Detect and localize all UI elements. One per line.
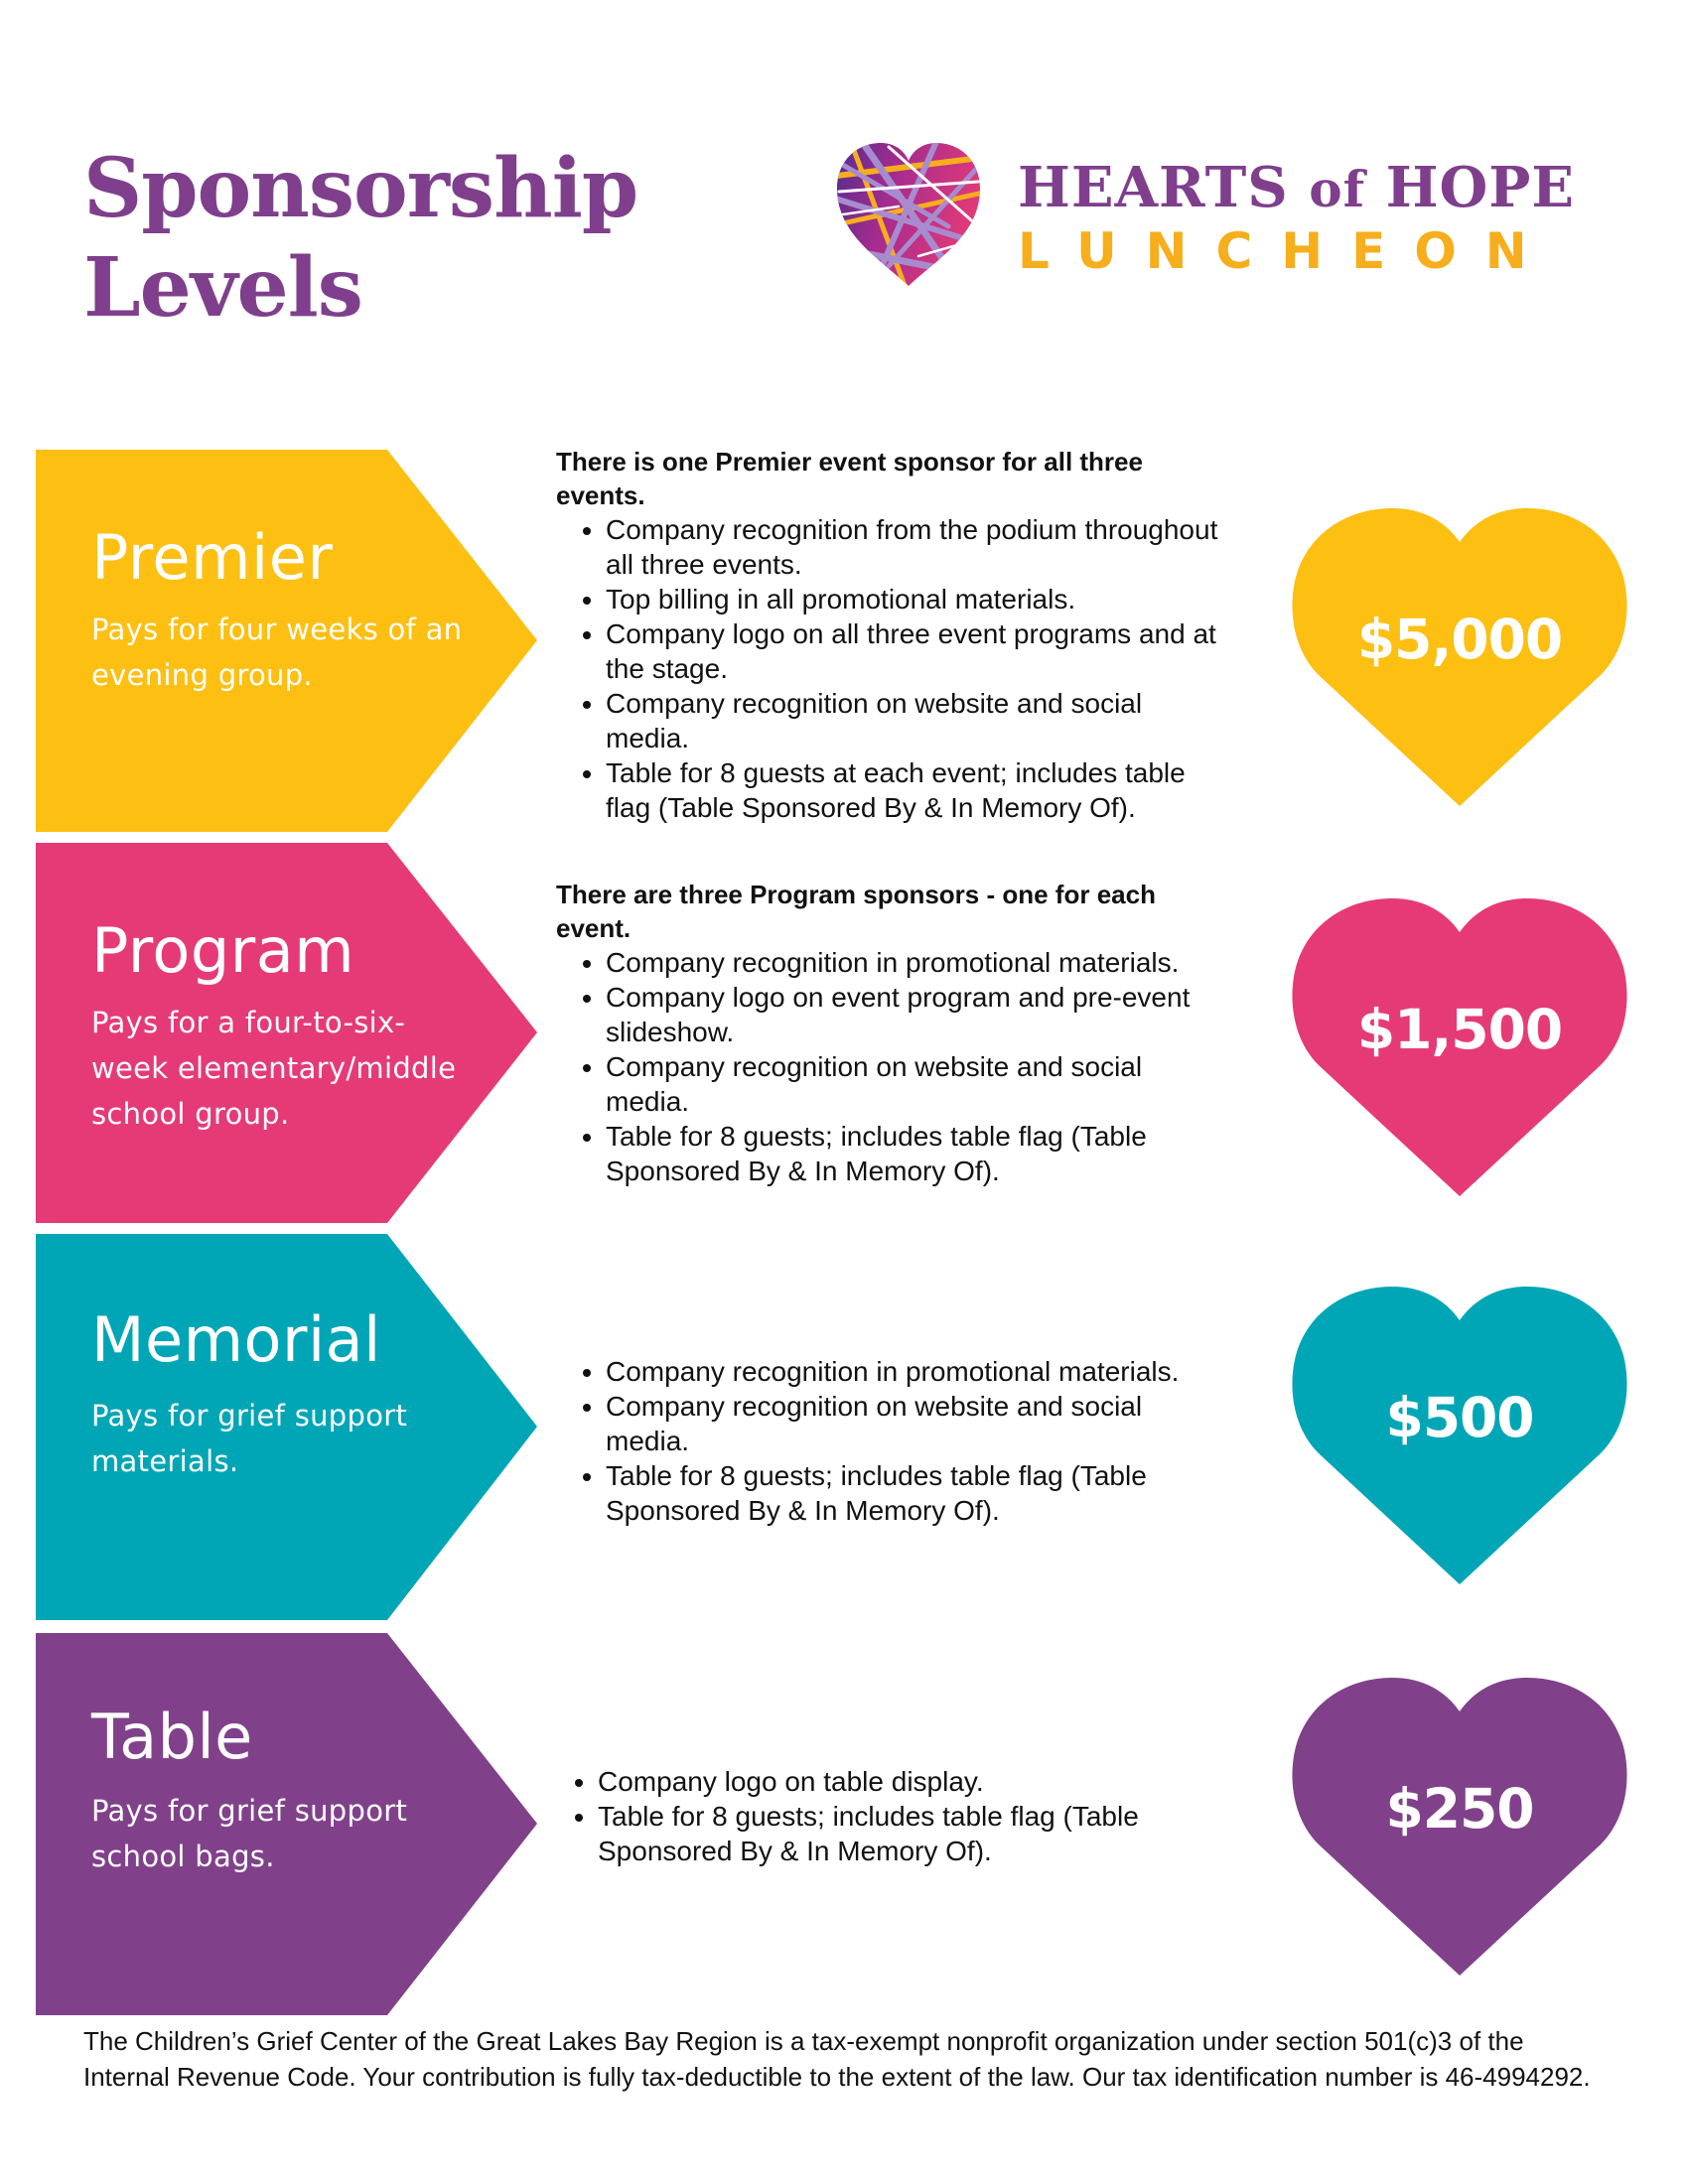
price-label: $500 (1385, 1386, 1534, 1449)
price-label: $5,000 (1356, 608, 1563, 671)
price-heart-premier (1289, 508, 1630, 806)
level-description: Pays for four weeks of an evening group. (91, 613, 463, 692)
page-title (83, 139, 637, 338)
benefit-item: • Company recognition in promotional materials. (606, 1354, 1231, 1389)
logo-text-hearts-of-hope (1018, 155, 1575, 220)
benefit-item: • Table for 8 guests; includes table flag (Table Sponsored By & In Memory Of). (598, 1799, 1223, 1868)
benefit-item: • Company logo on table display. (598, 1764, 1223, 1799)
page-title-line2: Levels (83, 240, 362, 336)
hearts-of-hope-logo (829, 137, 1576, 306)
benefits-intro: There is one Premier event sponsor for all three events. (556, 447, 1143, 510)
benefits-list (548, 1764, 1243, 1868)
benefits-table (548, 1764, 1243, 1868)
benefit-item: • Table for 8 guests; includes table flag (Table Sponsored By & In Memory Of). (606, 1458, 1231, 1528)
benefit-item: • Company recognition on website and social media. (606, 1389, 1231, 1458)
level-description: Pays for grief support materials. (91, 1399, 408, 1478)
price-label: $1,500 (1356, 998, 1563, 1061)
level-panel-memorial (36, 1234, 537, 1620)
benefit-item: • Company logo on all three event programs and at the stage. (606, 616, 1231, 686)
benefits-list (556, 512, 1251, 825)
level-panel-program (36, 843, 537, 1223)
level-panel-table (36, 1633, 537, 2015)
benefits-list (556, 1354, 1251, 1528)
benefit-item: • Company recognition on website and social media. (606, 686, 1231, 755)
level-name: Premier (91, 521, 334, 594)
price-label: $250 (1385, 1777, 1534, 1841)
logo-word-hope: HOPE (1385, 155, 1576, 220)
benefit-item: • Company logo on event program and pre-event slideshow. (606, 980, 1231, 1049)
benefits-intro: There are three Program sponsors - one for each event. (556, 880, 1156, 943)
price-heart-table (1289, 1678, 1630, 1976)
benefits-list (556, 945, 1251, 1188)
level-name: Table (91, 1701, 253, 1773)
footer-disclaimer: The Children’s Grief Center of the Great Lakes Bay Region is a tax-exempt nonprofit organization under section 501(c)3 of the Internal Revenue Code. Your contribution is fully tax-deductible to the extent of the law. Our tax identification number is 46-4994292. (83, 2026, 1591, 2092)
logo-text-luncheon: LUNCHEON (1018, 222, 1556, 280)
logo-word-of: of (1309, 160, 1366, 218)
level-description: Pays for a four-to-six-week elementary/middle school group. (91, 1006, 457, 1131)
benefit-item: • Company recognition from the podium throughout all three events. (606, 512, 1231, 582)
logo-heart-icon (829, 137, 988, 296)
benefit-item: • Table for 8 guests; includes table flag (Table Sponsored By & In Memory Of). (606, 1119, 1231, 1188)
benefits-program (556, 878, 1251, 1188)
level-name: Memorial (91, 1303, 381, 1376)
logo-word-hearts: HEARTS (1018, 155, 1289, 220)
page-title-line1: Sponsorship (83, 141, 638, 236)
price-heart-memorial (1289, 1287, 1630, 1584)
benefit-item: • Company recognition on website and social media. (606, 1049, 1231, 1119)
price-heart-program (1289, 898, 1630, 1196)
benefit-item: • Company recognition in promotional materials. (606, 945, 1231, 980)
benefit-item: • Top billing in all promotional materials. (606, 582, 1231, 616)
benefit-item: • Table for 8 guests at each event; includes table flag (Table Sponsored By & In Memory Of). (606, 755, 1231, 825)
level-name: Program (91, 914, 355, 987)
benefits-memorial (556, 1354, 1251, 1528)
level-panel-premier (36, 450, 537, 832)
level-description: Pays for grief support school bags. (91, 1794, 408, 1873)
benefits-premier (556, 445, 1251, 825)
